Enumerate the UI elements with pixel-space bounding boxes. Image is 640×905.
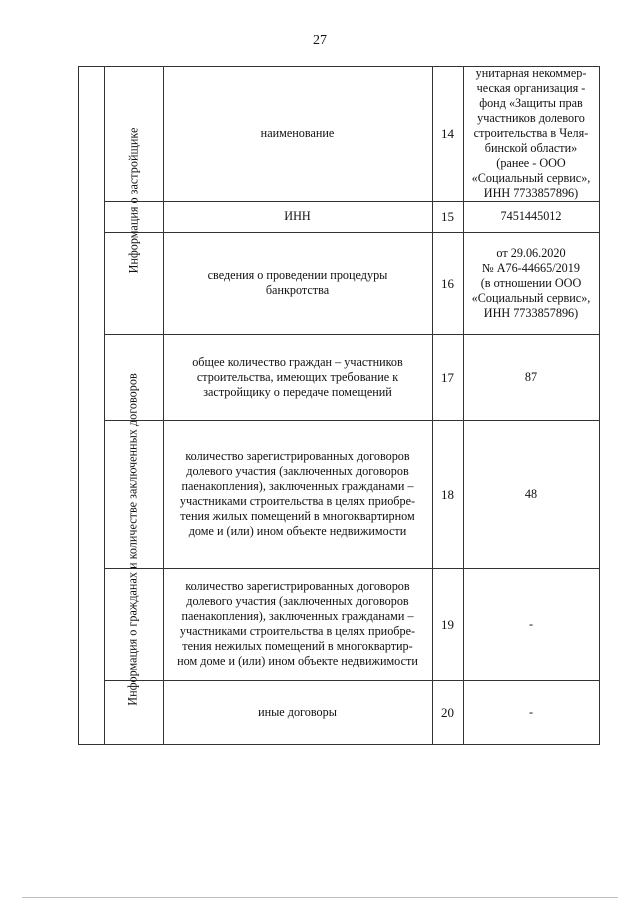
table-border-right bbox=[599, 66, 600, 744]
row-19-value: - bbox=[528, 616, 534, 631]
section-label-citizens-text: Информация о гражданах и количестве заключенных договоров bbox=[126, 372, 140, 706]
page-number: 27 bbox=[313, 33, 327, 48]
row-14-name: наименование bbox=[260, 126, 335, 140]
row-17-value: 87 bbox=[524, 369, 538, 384]
table-border-bottom bbox=[78, 744, 600, 745]
row-16-name: сведения о проведении процедуры банкротства bbox=[207, 268, 388, 297]
table-border-left bbox=[78, 66, 79, 744]
row-20-value: - bbox=[528, 704, 534, 719]
row-17-number: 17 bbox=[441, 369, 454, 385]
row-15-value: 7451445012 bbox=[500, 209, 562, 223]
row-16-number: 16 bbox=[441, 275, 454, 291]
row-18-number: 18 bbox=[441, 486, 454, 502]
row-19-name: количество зарегистрированных договоров долевого участия (заключенных договоров паенакопления), заключенных гражданами – участниками строительства в целях приобре- тения нежилых помещений в многоквартир- ном доме и (или) ином объекте недвижимости bbox=[177, 579, 418, 668]
section-label-citizens bbox=[104, 334, 163, 744]
row-18-value: 48 bbox=[524, 486, 538, 501]
row-14-value: унитарная некоммер- ческая организация - фонд «Защиты прав участников долевого строительства в Челя- бинской области» (ранее - ООО «Социальный сервис», ИНН 7733857896) bbox=[471, 66, 591, 200]
row-15-name: ИНН bbox=[284, 209, 311, 223]
row-20-name: иные договоры bbox=[258, 704, 337, 719]
row-18-name: количество зарегистрированных договоров долевого участия (заключенных договоров паенакопления), заключенных гражданами – участниками строительства в целях приобре- тения жилых помещений в многоквартирном доме и (или) ином объекте недвижимости bbox=[179, 449, 416, 538]
row-16-value: от 29.06.2020 № А76-44665/2019 (в отношении ООО «Социальный сервис», ИНН 7733857896) bbox=[471, 245, 591, 320]
row-19-number: 19 bbox=[441, 616, 454, 632]
row-14-number: 14 bbox=[441, 126, 454, 141]
row-17-name: общее количество граждан – участников строительства, имеющих требование к застройщику о передаче помещений bbox=[192, 354, 403, 399]
row-15-number: 15 bbox=[441, 209, 454, 224]
section-label-developer bbox=[104, 66, 163, 334]
row-20-number: 20 bbox=[441, 704, 454, 720]
page-bottom-rule bbox=[22, 897, 618, 898]
section-label-developer-text: Информация о застройщике bbox=[126, 127, 141, 273]
